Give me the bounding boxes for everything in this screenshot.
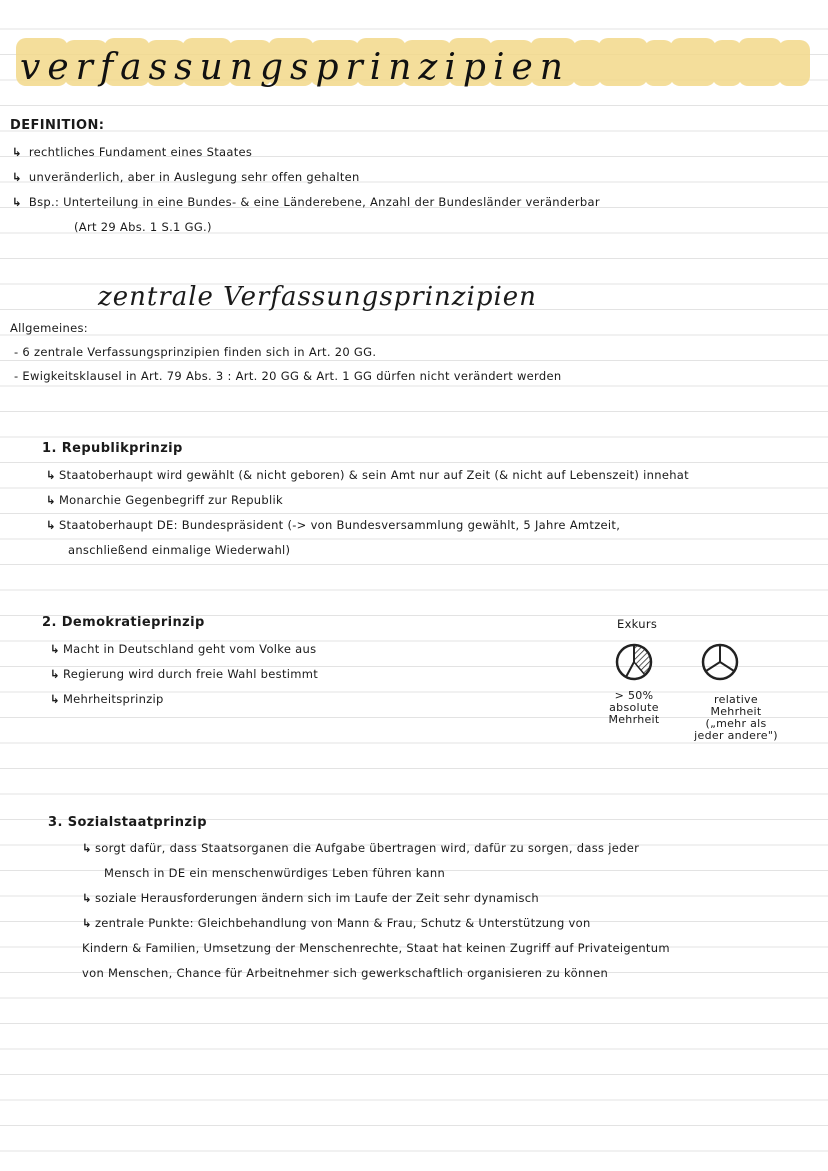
republik-item: ↳ Staatoberhaupt wird gewählt (& nicht geboren) & sein Amt nur auf Zeit (& nicht auf Lebenszeit) innehat xyxy=(46,468,689,482)
relative-majority-pie-icon xyxy=(698,642,748,682)
arrow-icon: ↳ xyxy=(50,667,60,681)
republik-heading: 1. Republikprinzip xyxy=(42,441,183,456)
sozialstaat-item: ↳ sorgt dafür, dass Staatsorganen die Aufgabe übertragen wird, dafür zu sorgen, dass jeder xyxy=(82,841,640,855)
arrow-icon: ↳ xyxy=(12,170,22,184)
central-heading: zentrale Verfassungsprinzipien xyxy=(98,282,537,312)
demokratie-item: ↳ Regierung wird durch freie Wahl bestimmt xyxy=(50,667,319,681)
arrow-icon: ↳ xyxy=(50,642,60,656)
sozialstaat-heading: 3. Sozialstaatprinzip xyxy=(48,815,207,830)
sozialstaat-item: ↳ zentrale Punkte: Gleichbehandlung von Mann & Frau, Schutz & Unterstützung von xyxy=(82,916,591,930)
exkurs-label: Exkurs xyxy=(617,617,658,631)
arrow-icon: ↳ xyxy=(82,841,92,855)
allgemeines-label: Allgemeines: xyxy=(10,321,88,335)
central-item: - Ewigkeitsklausel in Art. 79 Abs. 3 : Art. 20 GG & Art. 1 GG dürfen nicht verändert werden xyxy=(14,369,562,383)
definition-item: ↳ unveränderlich, aber in Auslegung sehr offen gehalten xyxy=(12,170,360,184)
sozialstaat-continuation: Mensch in DE ein menschenwürdiges Leben führen kann xyxy=(104,866,446,880)
dash-icon: - xyxy=(14,345,19,359)
arrow-icon: ↳ xyxy=(46,493,56,507)
absolute-majority-pie-icon xyxy=(612,642,662,682)
definition-heading: DEFINITION: xyxy=(10,118,105,133)
republik-item: ↳ Monarchie Gegenbegriff zur Republik xyxy=(46,493,283,507)
sozialstaat-continuation: von Menschen, Chance für Arbeitnehmer sich gewerkschaftlich organisieren zu können xyxy=(82,966,609,980)
republik-continuation: anschließend einmalige Wiederwahl) xyxy=(68,543,291,557)
demokratie-item: ↳ Mehrheitsprinzip xyxy=(50,692,164,706)
absolute-majority-label: > 50% absolute Mehrheit xyxy=(608,689,660,726)
arrow-icon: ↳ xyxy=(46,468,56,482)
arrow-icon: ↳ xyxy=(82,891,92,905)
definition-note: (Art 29 Abs. 1 S.1 GG.) xyxy=(74,220,212,234)
arrow-icon: ↳ xyxy=(46,518,56,532)
demokratie-item: ↳ Macht in Deutschland geht vom Volke aus xyxy=(50,642,317,656)
title xyxy=(14,28,814,98)
republik-item: ↳ Staatoberhaupt DE: Bundespräsident (-> von Bundesversammlung gewählt, 5 Jahre Amtzeit, xyxy=(46,518,621,532)
central-item: - 6 zentrale Verfassungsprinzipien finden sich in Art. 20 GG. xyxy=(14,345,377,359)
sozialstaat-item: ↳ soziale Herausforderungen ändern sich im Laufe der Zeit sehr dynamisch xyxy=(82,891,540,905)
arrow-icon: ↳ xyxy=(50,692,60,706)
relative-majority-label: relative Mehrheit („mehr als jeder andere") xyxy=(694,693,778,742)
sozialstaat-continuation: Kindern & Familien, Umsetzung der Menschenrechte, Staat hat keinen Zugriff auf Privateigentum xyxy=(82,941,670,955)
arrow-icon: ↳ xyxy=(12,195,22,209)
dash-icon: - xyxy=(14,369,19,383)
definition-item: ↳ rechtliches Fundament eines Staates xyxy=(12,145,253,159)
arrow-icon: ↳ xyxy=(82,916,92,930)
arrow-icon: ↳ xyxy=(12,145,22,159)
title-text: verfassungsprinzipien xyxy=(20,47,570,88)
definition-item: ↳ Bsp.: Unterteilung in eine Bundes- & eine Länderebene, Anzahl der Bundesländer veränderbar xyxy=(12,195,600,209)
demokratie-heading: 2. Demokratieprinzip xyxy=(42,615,205,630)
